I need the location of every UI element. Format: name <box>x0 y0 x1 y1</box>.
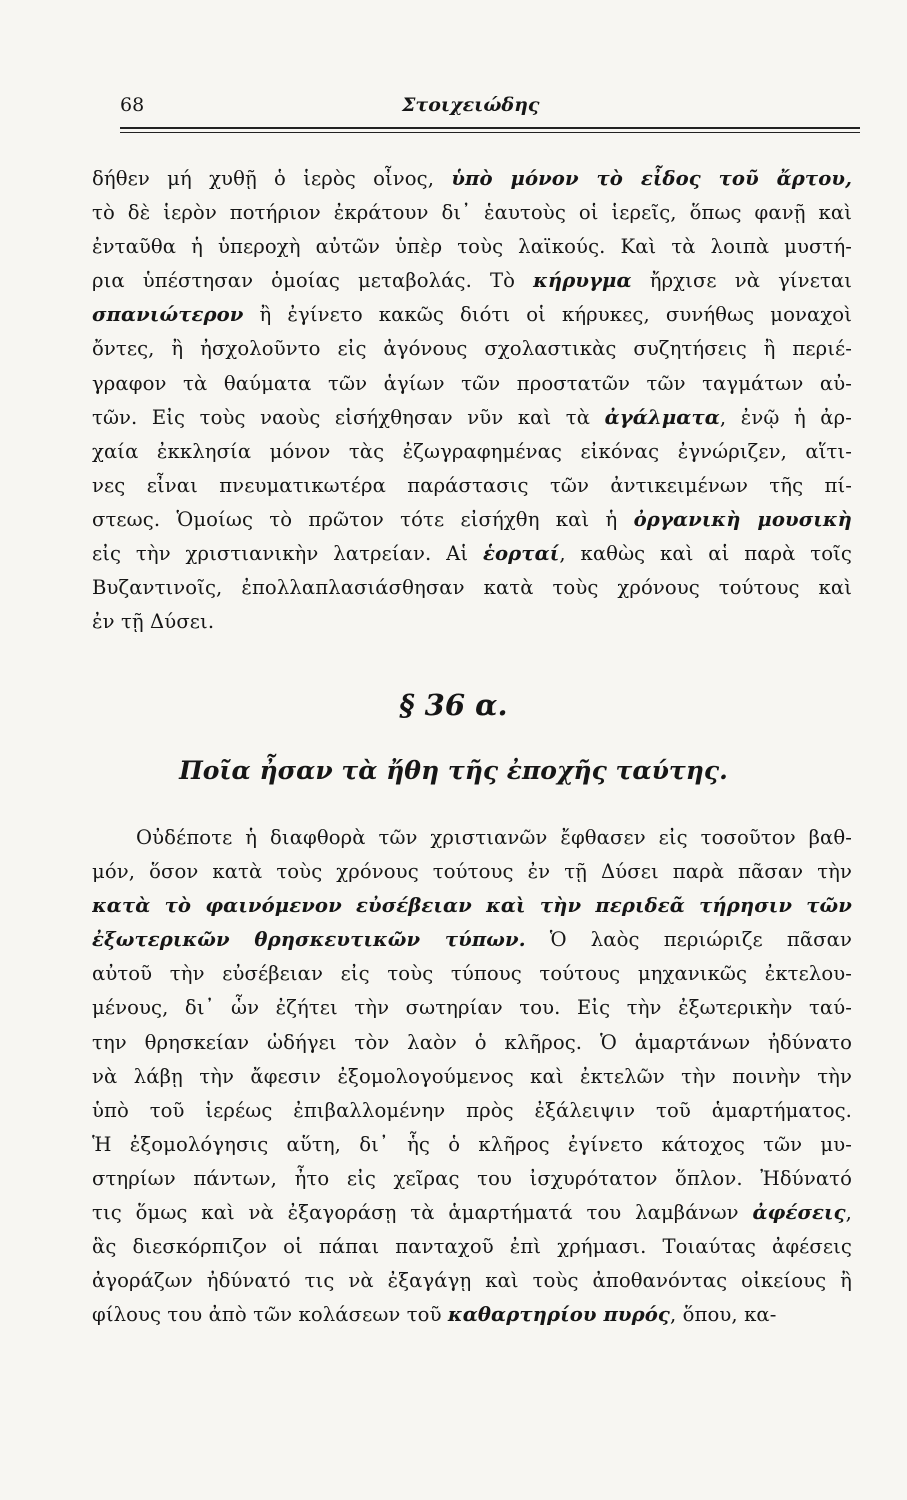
line-text: τῶν. Εἰς τοὺς ναοὺς εἰσήχθησαν νῦν καὶ τὰ <box>92 405 605 429</box>
emphasis-text: ἀγάλματα <box>604 405 720 429</box>
text-line <box>92 230 852 264</box>
text-line <box>92 1230 852 1264</box>
paragraph-1 <box>92 162 852 639</box>
emphasis-text: καθαρτηρίου πυρός <box>447 1303 670 1327</box>
text-line <box>92 1026 852 1060</box>
emphasis-text: σπανιώτερον <box>92 303 244 327</box>
line-text: μένους, δι᾽ ὧν ἐζήτει τὴν σωτηρίαν του. Εἰς τὴν ἐξωτερικὴν ταύ- <box>92 996 852 1020</box>
text-line <box>92 367 852 401</box>
text-line <box>92 923 852 957</box>
line-text: χαία ἐκκλησία μόνον τὰς ἐζωγραφημένας εἰκόνας ἐγνώριζεν, αἵτι- <box>92 439 852 463</box>
line-text: αὐτοῦ τὴν εὐσέβειαν εἰς τοὺς τύπους τούτους μηχανικῶς ἐκτελου- <box>92 962 852 986</box>
line-text: νες εἶναι πνευματικωτέρα παράστασις τῶν ἀντικειμένων τῆς πί- <box>92 473 852 497</box>
line-text: , <box>845 1201 852 1225</box>
text-line <box>92 435 852 469</box>
emphasis-text: ἐξωτερικῶν θρησκευτικῶν τύπων. <box>92 928 526 952</box>
text-line <box>92 957 852 991</box>
text-line <box>92 1162 852 1196</box>
line-text: , ὅπου, κα- <box>669 1303 777 1327</box>
text-line <box>92 503 852 537</box>
line-text: δήθεν μή χυθῇ ὁ ἱερὸς οἶνος, <box>92 167 452 190</box>
emphasis-text: ὀργανικὴ μουσικὴ <box>633 507 852 531</box>
text-line <box>92 991 852 1025</box>
line-text: , καθὼς καὶ αἱ παρὰ τοῖς <box>559 542 852 566</box>
text-line <box>92 332 852 366</box>
emphasis-text: κήρυγμα <box>533 269 632 293</box>
text-line <box>92 1060 852 1094</box>
text-line <box>92 298 852 332</box>
line-text: , ἐνῷ ἡ ἀρ- <box>719 405 852 429</box>
text-line <box>92 401 852 435</box>
line-text: ὑπὸ τοῦ ἱερέως ἐπιβαλλομένην πρὸς ἐξάλειψιν τοῦ ἁμαρτήματος. <box>92 1098 852 1122</box>
text-line <box>92 1196 852 1230</box>
text-line <box>92 571 852 605</box>
text-line <box>92 889 852 923</box>
page-header <box>120 94 860 124</box>
line-text: Βυζαντινοῖς, ἐπολλαπλασιάσθησαν κατὰ τοὺς χρόνους τούτους καὶ <box>92 576 852 600</box>
emphasis-text: κατὰ τὸ φαινόμενον εὐσέβειαν καὶ τὴν περιδεᾶ τήρησιν τῶν <box>92 894 852 918</box>
line-text: Ἡ ἐξομολόγησις αὕτη, δι᾽ ἧς ὁ κλῆρος ἐγίνετο κάτοχος τῶν μυ- <box>92 1132 852 1156</box>
text-line <box>92 1128 852 1162</box>
line-text: τὸ δὲ ἱερὸν ποτήριον ἐκράτουν δι᾽ ἑαυτοὺς οἱ ἱερεῖς, ὅπως φανῇ καὶ <box>92 201 852 225</box>
header-rule <box>120 127 860 129</box>
text-line <box>92 1094 852 1128</box>
text-line <box>92 1264 852 1298</box>
running-title: Στοιχειώδης <box>402 94 540 116</box>
line-text: ὄντες, ἢ ἠσχολοῦντο εἰς ἀγόνους σχολαστικὰς συζητήσεις ἢ περιέ- <box>92 337 852 361</box>
line-text: ἐν τῇ Δύσει. <box>92 610 215 634</box>
line-text: ἤρχισε νὰ γίνεται <box>631 269 852 293</box>
emphasis-text: ὑπὸ μόνον τὸ εἶδος τοῦ ἄρτου, <box>451 167 852 190</box>
page-number: 68 <box>120 94 145 116</box>
line-text: ρια ὑπέστησαν ὁμοίας μεταβολάς. Τὸ <box>92 269 534 293</box>
line-text: ἐνταῦθα ἡ ὑπεροχὴ αὐτῶν ὑπὲρ τοὺς λαϊκούς. Καὶ τὰ λοιπὰ μυστή- <box>92 235 852 259</box>
text-line <box>92 537 852 571</box>
section-title: Ποῖα ἦσαν τὰ ἤθη τῆς ἐποχῆς ταύτης. <box>179 756 728 785</box>
line-text: εἰς τὴν χριστιανικὴν λατρείαν. Αἱ <box>92 542 483 566</box>
emphasis-text: ἑορταί <box>483 542 560 566</box>
section-number: § 36 α. <box>399 688 508 722</box>
line-text: μόν, ὅσον κατὰ τοὺς χρόνους τούτους ἐν τῇ Δύσει παρὰ πᾶσαν τὴν <box>92 860 852 884</box>
line-text: φίλους του ἀπὸ τῶν κολάσεων τοῦ <box>92 1303 448 1327</box>
text-line <box>92 821 852 855</box>
text-line <box>92 1298 852 1332</box>
line-text: γραφον τὰ θαύματα τῶν ἁγίων τῶν προστατῶν τῶν ταγμάτων αὐ- <box>92 371 852 395</box>
text-line <box>92 605 852 639</box>
line-text: ἀγοράζων ἠδύνατό τις νὰ ἐξαγάγῃ καὶ τοὺς ἀποθανόντας οἰκείους ἢ <box>92 1269 852 1293</box>
text-line <box>92 855 852 889</box>
line-text: τις ὅμως καὶ νὰ ἐξαγοράσῃ τὰ ἁμαρτήματά του λαμβάνων <box>92 1201 753 1225</box>
text-line <box>92 196 852 230</box>
text-line <box>92 162 852 196</box>
line-text: Οὐδέποτε ἡ διαφθορὰ τῶν χριστιανῶν ἔφθασεν εἰς τοσοῦτον βαθ- <box>136 826 852 849</box>
line-text: ἃς διεσκόρπιζον οἱ πάπαι πανταχοῦ ἐπὶ χρήμασι. Τοιαύτας ἀφέσεις <box>92 1235 852 1259</box>
line-text: την θρησκείαν ὡδήγει τὸν λαὸν ὁ κλῆρος. Ὁ ἁμαρτάνων ἠδύνατο <box>92 1030 852 1054</box>
header-rule-thin <box>120 132 860 133</box>
line-text: Ὁ λαὸς περιώριζε πᾶσαν <box>525 928 852 952</box>
emphasis-text: ἀφέσεις <box>752 1201 846 1225</box>
text-line <box>92 469 852 503</box>
text-line <box>92 264 852 298</box>
line-text: στηρίων πάντων, ἦτο εἰς χεῖρας του ἰσχυρότατον ὅπλον. Ἠδύνατό <box>92 1166 852 1190</box>
paragraph-2 <box>92 821 852 1332</box>
line-text: ἢ ἐγίνετο κακῶς διότι οἱ κήρυκες, συνήθως μοναχοὶ <box>243 303 852 327</box>
line-text: στεως. Ὁμοίως τὸ πρῶτον τότε εἰσήχθη καὶ ἡ <box>92 507 634 531</box>
line-text: νὰ λάβῃ τὴν ἄφεσιν ἐξομολογούμενος καὶ ἐκτελῶν τὴν ποινὴν τὴν <box>92 1064 852 1088</box>
